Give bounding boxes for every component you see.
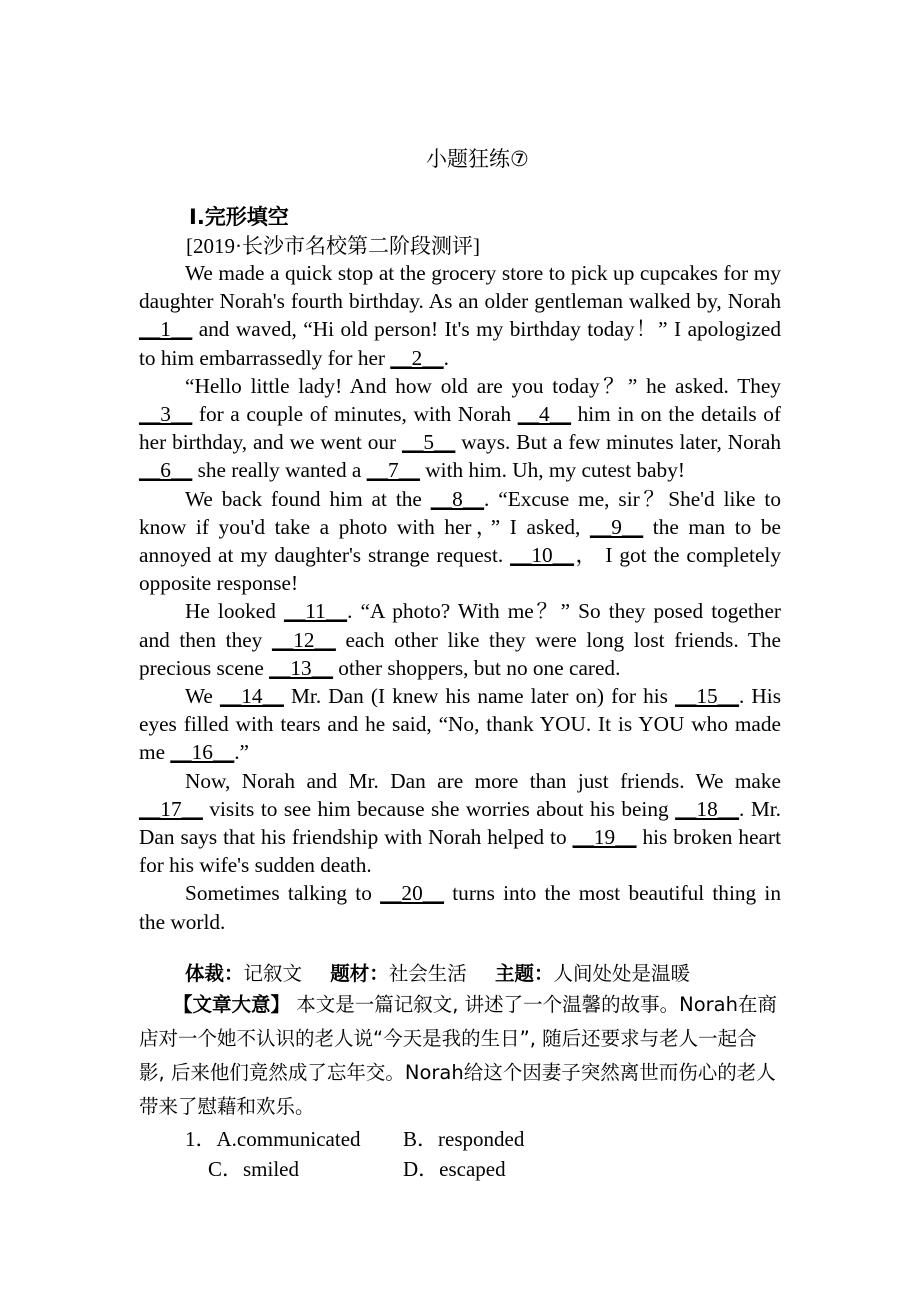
passage-text: “Hello little lady! And how old are you today？” he asked. They xyxy=(185,373,781,398)
passage-text: . “Excuse me, sir？She'd like to know if you'd take a photo with her，” I asked, xyxy=(139,486,782,539)
cloze-blank: __1__ xyxy=(139,317,193,342)
article-meta xyxy=(185,958,690,986)
genre-label: 体裁： xyxy=(185,962,244,985)
option-row xyxy=(185,1124,524,1154)
cloze-blank: __4__ xyxy=(517,402,571,427)
cloze-blank: __15__ xyxy=(675,684,739,709)
passage-text: visits to see him because she worries about his being xyxy=(202,796,676,821)
passage-text: We made a quick stop at the grocery store to pick up cupcakes for my daughter Norah's fourth birthday. As an older gentleman walked by, Norah xyxy=(139,261,781,314)
paragraph xyxy=(139,682,781,767)
cloze-blank: __12__ xyxy=(271,627,336,652)
passage-text: We xyxy=(185,684,220,709)
cloze-blank: __16__ xyxy=(170,740,235,765)
cloze-blank: __19__ xyxy=(572,825,637,850)
theme-label: 主题： xyxy=(494,962,554,985)
cloze-blank: __7__ xyxy=(366,458,420,483)
passage-text: ways. But a few minutes later, Norah xyxy=(455,430,781,455)
genre-value: 记叙文 xyxy=(243,962,303,985)
cloze-blank: __8__ xyxy=(430,486,485,511)
topic-value: 社会生活 xyxy=(388,962,467,985)
passage-text: with him. Uh, my cutest baby! xyxy=(419,458,685,483)
passage-text: . Mr. Dan says that his friendship with Norah helped to xyxy=(139,796,781,850)
cloze-blank: __11__ xyxy=(283,599,348,624)
passage-text: other shoppers, but no one cared. xyxy=(332,655,621,680)
option-c: C．smiled xyxy=(208,1157,300,1181)
passage-text: We back found him at the xyxy=(185,486,431,511)
topic-label: 题材： xyxy=(330,962,389,985)
paragraph xyxy=(139,879,781,935)
paragraph xyxy=(139,767,781,880)
passage-text: Sometimes talking to xyxy=(185,881,381,906)
passage-text: turns into the most beautiful thing in the world. xyxy=(139,881,781,934)
page-title: 小题狂练⑦ xyxy=(426,147,529,171)
cloze-blank: __13__ xyxy=(269,655,333,680)
passage-text: ， I got the completely opposite response! xyxy=(139,543,781,596)
cloze-blank: __10__ xyxy=(510,543,574,568)
passage-text: and waved, “Hi old person! It's my birthday today！” I apologized to him embarrassedly for her xyxy=(139,317,781,370)
paragraph xyxy=(139,372,781,485)
passage-text: him in on the details of her birthday, and we went our xyxy=(139,402,781,455)
cloze-passage xyxy=(139,259,781,936)
option-b: B．responded xyxy=(403,1127,525,1151)
passage-text: each other like they were long lost friends. The precious scene xyxy=(139,627,781,680)
passage-text: Mr. Dan (I knew his name later on) for his xyxy=(283,684,676,709)
cloze-blank: __17__ xyxy=(139,796,203,821)
cloze-blank: __2__ xyxy=(390,345,444,370)
question-number: 1． xyxy=(185,1127,217,1151)
cloze-blank: __3__ xyxy=(139,402,193,427)
option-row xyxy=(185,1154,524,1184)
passage-text: . xyxy=(443,345,449,370)
question-options xyxy=(185,1124,524,1184)
cloze-blank: __20__ xyxy=(380,881,445,906)
passage-text: his broken heart for his wife's sudden death. xyxy=(139,825,781,878)
passage-text: . “A photo? With me？” So they posed together and then they xyxy=(139,599,781,652)
cloze-blank: __5__ xyxy=(402,430,456,455)
cloze-blank: __9__ xyxy=(589,514,644,539)
passage-text: . His eyes filled with tears and he said, “No, thank YOU. It is YOU who made me xyxy=(139,684,782,765)
cloze-blank: __6__ xyxy=(139,458,193,483)
option-a: 1．A.communicated xyxy=(185,1127,361,1151)
passage-text: she really wanted a xyxy=(192,458,367,483)
cloze-blank: __14__ xyxy=(219,684,284,709)
summary-text: 本文是一篇记叙文, 讲述了一个温馨的故事。Norah在商店对一个她不认识的老人说“今天是我的生日”, 随后还要求与老人一起合影, 后来他们竟然成了忘年交。Norah给这个因妻子突然离世而伤心的老人带来了慰藉和欢乐。 xyxy=(139,993,777,1118)
passage-text: for a couple of minutes, with Norah xyxy=(192,402,518,427)
passage-text: .” xyxy=(234,740,250,765)
passage-text: the man to be annoyed at my daughter's strange request. xyxy=(139,514,781,568)
source-citation: [2019·长沙市名校第二阶段测评] xyxy=(186,234,480,258)
passage-text: Now, Norah and Mr. Dan are more than just friends. We make xyxy=(185,768,781,793)
theme-value: 人间处处是温暖 xyxy=(553,962,690,985)
summary-label: 【文章大意】 xyxy=(173,993,291,1016)
paragraph xyxy=(139,597,781,682)
cloze-blank: __18__ xyxy=(675,796,740,821)
option-d: D．escaped xyxy=(403,1157,506,1181)
section-heading: Ⅰ.完形填空 xyxy=(189,205,289,229)
article-summary xyxy=(139,988,781,1124)
passage-text: He looked xyxy=(185,599,284,624)
paragraph xyxy=(139,259,781,372)
paragraph xyxy=(139,485,781,598)
